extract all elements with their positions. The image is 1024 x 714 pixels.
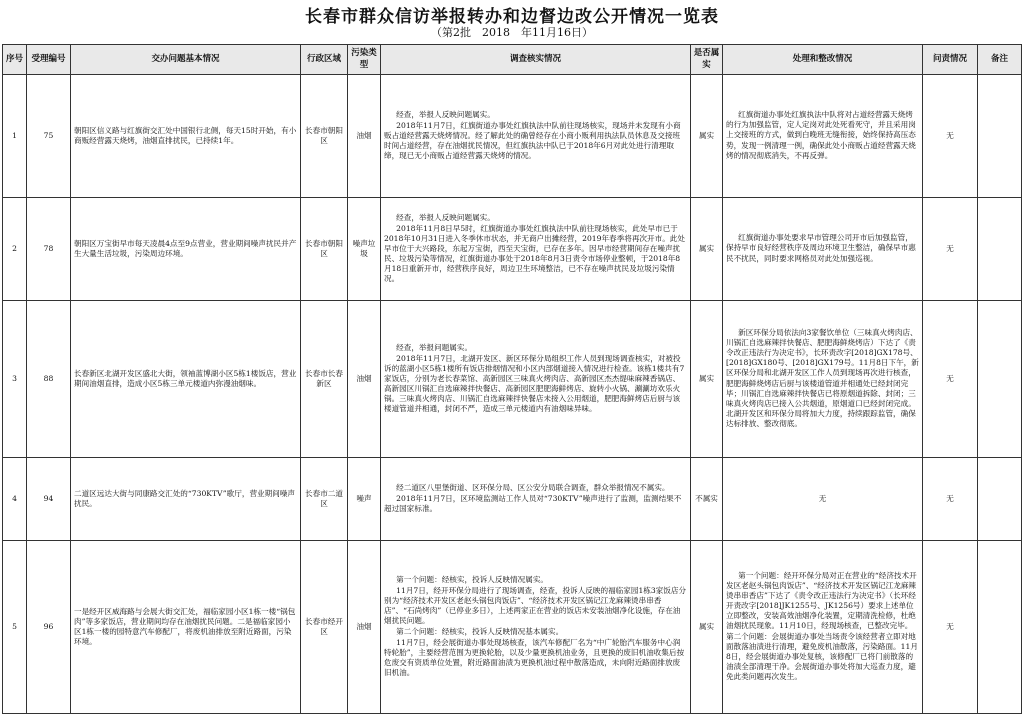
cell-investigation — [381, 75, 691, 198]
col-header-district: 行政区域 — [301, 45, 348, 75]
handling-text: 新区环保分局依法向3家餐饮单位（三味真火烤肉店、川锅汇自选麻辣拌快餐店、肥肥海鲜烧烤店）下达了《责令改正违法行为决定书》，长环责改字[2018]GX178号、[2018]GX180号、[2018]GX179号。11月8日下午，新区环保分局和北湖开发区工作人员到现场再次进行核查，肥肥海鲜烧烤店后厨与该楼道管道并相通处已经封闭完毕；川锅汇自选麻辣拌快餐店已将原烟道拆除、封闭；三味真火烤肉店已接入公共烟道，原烟道口已经封闭完成。北湖开发区和环保分局将加大力度，持续跟踪监管，确保达标排放、整改彻底。 — [726, 328, 919, 428]
cell-pollution: 噪声 — [348, 458, 381, 541]
table-row — [3, 301, 1022, 458]
cell-district: 长春市二道区 — [301, 458, 348, 541]
cell-district: 长春市朝阳区 — [301, 198, 348, 301]
handling-text: 红旗街道办事处要求早市管理公司开市后加强监管，保持早市良好经营秩序及周边环境卫生整洁，确保早市惠民不扰民，同时要求网格员对此处加强巡视。 — [726, 233, 916, 263]
cell-accountability: 无 — [923, 75, 978, 198]
investigation-paragraph: 11月7日，经开环保分局进行了现场调查，经查，投诉人反映的福临家园1栋3家饭店分别为“经济技术开发区老赵头锅包肉饭店”、“经济技术开发区锅记江龙麻辣烫串串香店”、“石尚烤肉”（已停业多日），上述两家正在营业的饭店未安装油烟净化设施，存在油烟扰民问题。 — [384, 585, 687, 625]
cell-handling — [723, 541, 923, 714]
cell-note — [978, 198, 1022, 301]
col-header-investigation: 调查核实情况 — [381, 45, 691, 75]
table-row — [3, 541, 1022, 714]
cell-id: 94 — [27, 458, 71, 541]
col-header-note: 备注 — [978, 45, 1022, 75]
cell-handling — [723, 198, 923, 301]
cell-verified: 不属实 — [691, 458, 723, 541]
cell-district: 长春市经开区 — [301, 541, 348, 714]
cell-issue: 朝阳区信义路与红旗街交汇处中国银行北侧，每天15时开始，有小商贩经营露天烧烤，油烟直排扰民，已持续1年。 — [71, 75, 301, 198]
col-header-verified: 是否属实 — [691, 45, 723, 75]
cell-accountability: 无 — [923, 198, 978, 301]
cell-accountability: 无 — [923, 541, 978, 714]
cell-seq: 2 — [3, 198, 27, 301]
cell-verified: 属实 — [691, 75, 723, 198]
table-row — [3, 75, 1022, 198]
col-header-pollution: 污染类型 — [348, 45, 381, 75]
cell-seq: 4 — [3, 458, 27, 541]
investigation-paragraph: 2018年11月8日早5时，红旗街道办事处红旗执法中队前往现场核实，此处早市已于2018年10月31日进入冬季休市状态，并无商户出摊经营，2019年春季将再次开市。此处早市位于大兴路段，东起万宝街，西至天宝街，已存在多年。因早市经营期间存在噪声扰民、垃圾污染等情况，红旗街道办事处于2018年8月3日责令市场停业整顿，于2018年8月18日重新开市，经营秩序良好，周边卫生环境整洁，已不存在噪声扰民及垃圾污染情况。 — [384, 223, 685, 284]
investigation-paragraph: 经查，举报问题属实。 — [396, 342, 473, 352]
investigation-paragraph: 经查，举报人反映问题属实。 — [396, 212, 495, 222]
investigation-paragraph: 11月7日，经会展街道办事处现场核查，该汽车修配厂名为“中广轮胎汽车服务中心润特轮胎”，主要经营范围为更换轮胎，以及少量更换机油业务，且更换的废旧机油收集后按危废交有资质单位处置，附近路面油渍为更换机油过程中散落造成，未向附近路面排放废旧机油。 — [384, 638, 685, 678]
cell-issue: 一是经开区威海路与会展大街交汇处，福临家园小区1栋一楼“锅包肉”等多家饭店，营业期间均存在油烟扰民问题。二是福临家园小区1栋一楼的园特意汽车修配厂，将废机油排放至附近路面，污染环境。 — [71, 541, 301, 714]
cell-seq: 1 — [3, 75, 27, 198]
cell-district: 长春市长春新区 — [301, 301, 348, 458]
col-header-id: 受理编号 — [27, 45, 71, 75]
cell-verified: 属实 — [691, 301, 723, 458]
cell-issue: 朝阳区万宝街早市每天凌晨4点至9点营业，营业期间噪声扰民并产生大量生活垃圾，污染周边环境。 — [71, 198, 301, 301]
investigation-paragraph: 经二道区八里堡街道、区环保分局、区公安分局联合调查，群众举报情况不属实。 — [396, 482, 670, 492]
cell-note — [978, 541, 1022, 714]
cell-note — [978, 301, 1022, 458]
investigation-paragraph: 第二个问题：经核实，投诉人反映情况基本属实。 — [396, 627, 564, 636]
cell-note — [978, 458, 1022, 541]
table-row — [3, 458, 1022, 541]
investigation-paragraph: 2018年11月7日，区环境监测站工作人员对“730KTV”噪声进行了监测，监测结果不超过国家标准。 — [384, 493, 682, 513]
cell-handling — [723, 301, 923, 458]
investigation-paragraph: 第一个问题：经核实，投诉人反映情况属实。 — [396, 574, 549, 584]
cell-issue: 二道区远达大街与同康路交汇处的“730KTV”歌厅，营业期间噪声扰民。 — [71, 458, 301, 541]
cell-district: 长春市朝阳区 — [301, 75, 348, 198]
cell-seq: 3 — [3, 301, 27, 458]
cell-pollution: 油烟 — [348, 541, 381, 714]
cell-seq: 5 — [3, 541, 27, 714]
cell-issue: 长春新区北湖开发区盛北大街，领袖蓝博湖小区5栋1楼饭店，营业期间油烟直排，造成小区5栋三单元楼道内弥漫油烟味。 — [71, 301, 301, 458]
cell-id: 75 — [27, 75, 71, 198]
col-header-seq: 序号 — [3, 45, 27, 75]
cell-verified: 属实 — [691, 541, 723, 714]
page-title: 长春市群众信访举报转办和边督边改公开情况一览表 — [305, 7, 719, 27]
cell-investigation — [381, 458, 691, 541]
page-subtitle: （第2批 2018 年11月16日） — [431, 26, 593, 39]
investigation-paragraph: 经查，举报人反映问题属实。 — [396, 109, 495, 119]
cell-id: 88 — [27, 301, 71, 458]
investigation-paragraph: 2018年11月7日，红旗街道办事处红旗执法中队前往现场核实，现场并未发现有小商贩占道经营露天烧烤情况。经了解此处的确曾经存在小商小贩利用执法队员休息及交接班时间占道经营，存在油烟扰民情况，但红旗执法中队已于2018年6月对此处进行清理取缔，现已无小商贩占道经营露天烧烤的情况。 — [384, 120, 681, 161]
cell-id: 78 — [27, 198, 71, 301]
header-row — [3, 45, 1022, 75]
cell-note — [978, 75, 1022, 198]
cell-pollution: 油烟 — [348, 301, 381, 458]
cell-pollution: 噪声垃圾 — [348, 198, 381, 301]
cell-accountability: 无 — [923, 458, 978, 541]
cell-handling — [723, 75, 923, 198]
cell-accountability: 无 — [923, 301, 978, 458]
col-header-issue: 交办问题基本情况 — [71, 45, 301, 75]
cell-investigation — [381, 301, 691, 458]
cell-investigation — [381, 198, 691, 301]
table-row — [3, 198, 1022, 301]
investigation-paragraph: 2018年11月7日，北湖开发区、新区环保分局组织工作人员到现场调查核实，对被投诉的蓝湖小区5栋1楼所有饭店排烟情况和小区内部烟道接入情况进行检查。该栋1楼共有7家饭店，分别为老长春菜馆、高新园区三味真火烤肉店、高新园区杰杰缇味麻辣香锅店、高新园区川锅汇自选麻辣拌快餐店、高新园区肥肥海鲜烤店、旋转小火锅、涮涮坊欢乐火锅。三味真火烤肉店、川锅汇自选麻辣拌快餐店未接入公用烟道，肥肥海鲜烤店后厨与该楼道管道并相通，封闭不严，造成三单元楼道内有油烟味异味。 — [384, 353, 685, 414]
report-table — [2, 44, 1022, 714]
cell-handling: 无 — [723, 458, 923, 541]
col-header-accountability: 问责情况 — [923, 45, 978, 75]
cell-id: 96 — [27, 541, 71, 714]
handling-text: 红旗街道办事处红旗执法中队将对占道经营露天烧烤的行为加强监管，定人定岗对此处死看死守，并且采用岗上交接班的方式，做到白晚班无缝衔接，始终保持高压态势，发现一例清理一例，确保此处小商贩占道经营露天烧烤的情况彻底消失，不再反弹。 — [726, 110, 916, 160]
col-header-handling: 处理和整改情况 — [723, 45, 923, 75]
cell-verified: 属实 — [691, 198, 723, 301]
cell-investigation — [381, 541, 691, 714]
cell-pollution: 油烟 — [348, 75, 381, 198]
handling-text: 第一个问题：经开环保分局对正在营业的“经济技术开发区老赵头锅包肉饭店”、“经济技术开发区锅记江龙麻辣烫串串香店”下达了《责令改正违法行为决定书》（长环经开责改字[2018]JK1255号、JK1256号）要求上述单位立即整改，安装高效油烟净化装置，定期清洗检修，杜绝油烟扰民现象。11月10日，经现场核查，已整改完毕。第二个问题：会展街道办事处当场责令该经营者立即对地面散落油渍进行清理，避免废机油散落，污染路面。11月8日，经会展街道办事处复核，该修配厂已将门前散落的油渍全部清理干净。会展街道办事处将加大巡查力度，避免此类问题再次发生。 — [726, 571, 918, 681]
